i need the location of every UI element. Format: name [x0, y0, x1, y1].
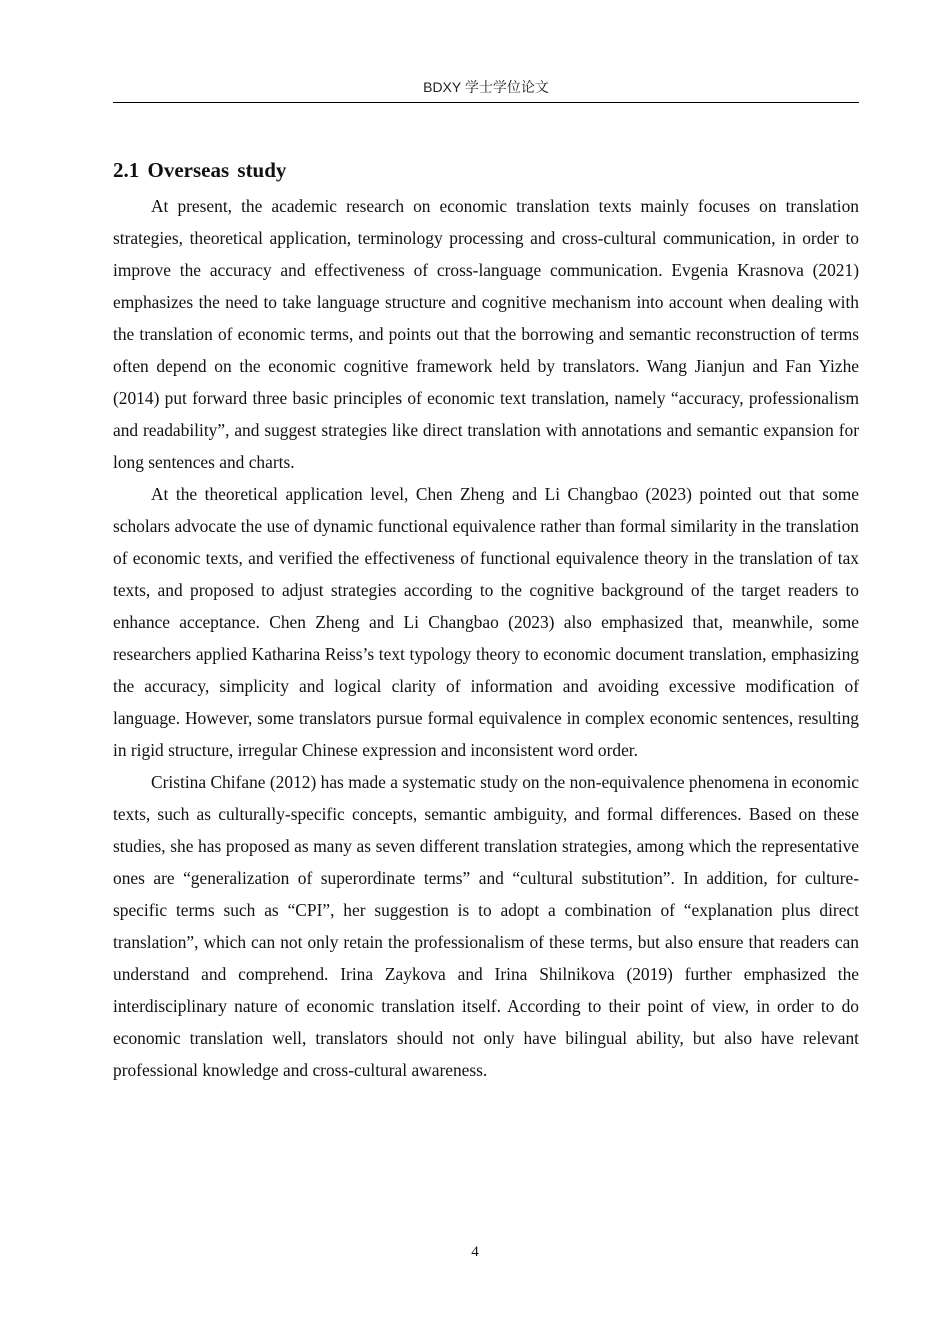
page-body: [113, 152, 859, 1086]
body-paragraph-2: At the theoretical application level, Chen Zheng and Li Changbao (2023) pointed out that some scholars advocate the use of dynamic functional equivalence rather than formal similarity in the translation of economic texts, and verified the effectiveness of functional equivalence theory in the translation of tax texts, and proposed to adjust strategies according to the cognitive background of the target readers to enhance acceptance. Chen Zheng and Li Changbao (2023) also emphasized that, meanwhile, some researchers applied Katharina Reiss’s text typology theory to economic document translation, emphasizing the accuracy, simplicity and logical clarity of information and avoiding excessive modification of language. However, some translators pursue formal equivalence in complex economic sentences, resulting in rigid structure, irregular Chinese expression and inconsistent word order.: [113, 484, 859, 760]
page-number: 4: [471, 1244, 479, 1260]
running-header: BDXY 学士学位论文: [113, 76, 859, 103]
section-heading: 2.1 Overseas study: [113, 158, 287, 182]
body-paragraph-3: Cristina Chifane (2012) has made a systematic study on the non-equivalence phenomena in economic texts, such as culturally-specific concepts, semantic ambiguity, and formal differences. Based on these studies, she has proposed as many as seven different translation strategies, among which the representative ones are “generalization of superordinate terms” and “cultural substitution”. In addition, for culture-specific terms such as “CPI”, her suggestion is to adopt a combination of “explanation plus direct translation”, which can not only retain the professionalism of these terms, but also ensure that readers can understand and comprehend. Irina Zaykova and Irina Shilnikova (2019) further emphasized the interdisciplinary nature of economic translation itself. According to their point of view, in order to do economic translation well, translators should not only have bilingual ability, but also have relevant professional knowledge and cross-cultural awareness.: [113, 772, 859, 1080]
body-paragraph-1: At present, the academic research on economic translation texts mainly focuses on translation strategies, theoretical application, terminology processing and cross-cultural communication, in order to improve the accuracy and effectiveness of cross-language communication. Evgenia Krasnova (2021) emphasizes the need to take language structure and cognitive mechanism into account when dealing with the translation of economic terms, and points out that the borrowing and semantic reconstruction of terms often depend on the economic cognitive framework held by translators. Wang Jianjun and Fan Yizhe (2014) put forward three basic principles of economic text translation, namely “accuracy, professionalism and readability”, and suggest strategies like direct translation with annotations and semantic expansion for long sentences and charts.: [113, 196, 859, 472]
